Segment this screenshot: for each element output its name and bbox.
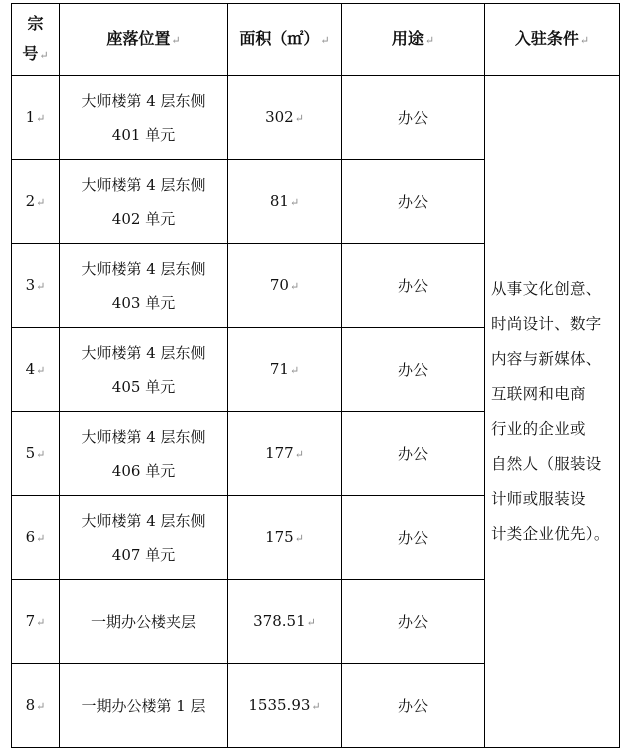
header-area xyxy=(228,4,342,76)
row-location xyxy=(60,76,228,160)
row-location xyxy=(60,160,228,244)
location-line2: 405 单元 xyxy=(111,377,176,396)
row-usage xyxy=(342,496,485,580)
paragraph-mark: ↵ xyxy=(36,279,46,293)
row-no-text: 8 xyxy=(25,695,36,714)
paragraph-mark: ↵ xyxy=(579,33,590,47)
row-usage xyxy=(342,328,485,412)
usage-value: 办公 xyxy=(397,360,428,379)
usage-value: 办公 xyxy=(397,192,428,211)
header-seq-line1: 宗 xyxy=(27,13,44,33)
area-value: 1535.93 xyxy=(248,695,311,714)
row-no xyxy=(12,328,60,412)
header-conditions xyxy=(485,4,620,76)
area-value: 302 xyxy=(265,107,294,126)
row-usage xyxy=(342,412,485,496)
paragraph-mark: ↵ xyxy=(289,363,300,377)
row-location xyxy=(60,244,228,328)
row-area xyxy=(228,76,342,160)
header-area-text: 面积（㎡） xyxy=(239,28,320,48)
paragraph-mark: ↵ xyxy=(171,33,181,47)
paragraph-mark: ↵ xyxy=(294,111,304,125)
usage-value: 办公 xyxy=(397,108,428,127)
row-area xyxy=(228,412,342,496)
row-area xyxy=(228,160,342,244)
conditions-line: 计师或服装设 xyxy=(491,489,586,508)
row-no xyxy=(12,244,60,328)
row-no-text: 1 xyxy=(25,107,36,126)
row-area xyxy=(228,496,342,580)
usage-value: 办公 xyxy=(397,528,428,547)
row-no xyxy=(12,160,60,244)
conditions-text xyxy=(491,272,615,552)
row-location xyxy=(60,328,228,412)
header-usage-text: 用途 xyxy=(391,28,424,48)
paragraph-mark: ↵ xyxy=(36,195,46,209)
row-location xyxy=(60,664,228,748)
header-usage xyxy=(342,4,485,76)
row-area xyxy=(228,328,342,412)
usage-value: 办公 xyxy=(397,444,428,463)
row-location xyxy=(60,496,228,580)
row-usage xyxy=(342,160,485,244)
paragraph-mark: ↵ xyxy=(36,699,46,713)
area-value: 378.51 xyxy=(253,611,306,630)
row-usage xyxy=(342,244,485,328)
usage-value: 办公 xyxy=(397,612,428,631)
location-line2: 406 单元 xyxy=(111,461,176,480)
header-location xyxy=(60,4,228,76)
header-seq-line2: 号 xyxy=(22,43,39,63)
area-value: 70 xyxy=(269,275,289,294)
paragraph-mark: ↵ xyxy=(306,615,316,629)
location-line2: 407 单元 xyxy=(111,545,176,564)
row-no xyxy=(12,664,60,748)
header-conditions-text: 入驻条件 xyxy=(514,28,579,48)
location-line2: 401 单元 xyxy=(111,125,176,144)
row-no-text: 3 xyxy=(25,275,36,294)
location-line1: 大师楼第 4 层东侧 xyxy=(81,259,206,278)
row-no-text: 5 xyxy=(25,443,36,462)
area-value: 71 xyxy=(269,359,289,378)
paragraph-mark: ↵ xyxy=(289,279,300,293)
property-table xyxy=(11,3,620,748)
paragraph-mark: ↵ xyxy=(289,195,300,209)
conditions-cell xyxy=(485,76,620,748)
conditions-line: 从事文化创意、 xyxy=(491,279,602,298)
row-no-text: 6 xyxy=(25,527,36,546)
conditions-line: 行业的企业或 xyxy=(491,419,586,438)
area-value: 175 xyxy=(265,527,294,546)
paragraph-mark: ↵ xyxy=(294,447,304,461)
conditions-line: 时尚设计、数字 xyxy=(491,314,602,333)
row-no xyxy=(12,412,60,496)
usage-value: 办公 xyxy=(397,696,428,715)
location-line2: 403 单元 xyxy=(111,293,176,312)
paragraph-mark: ↵ xyxy=(36,447,46,461)
location-line1: 一期办公楼夹层 xyxy=(90,612,196,631)
row-location xyxy=(60,580,228,664)
row-usage xyxy=(342,664,485,748)
table-header-row xyxy=(12,4,620,76)
location-line1: 一期办公楼第 1 层 xyxy=(81,696,206,715)
conditions-line: 内容与新媒体、 xyxy=(491,349,602,368)
area-value: 81 xyxy=(269,191,289,210)
row-no-text: 4 xyxy=(25,359,36,378)
row-location xyxy=(60,412,228,496)
conditions-line: 自然人（服装设 xyxy=(491,454,602,473)
header-seq xyxy=(12,4,60,76)
header-location-text: 座落位置 xyxy=(106,28,171,48)
paragraph-mark: ↵ xyxy=(294,531,304,545)
location-line1: 大师楼第 4 层东侧 xyxy=(81,427,206,446)
row-usage xyxy=(342,580,485,664)
location-line2: 402 单元 xyxy=(111,209,176,228)
area-value: 177 xyxy=(265,443,294,462)
paragraph-mark: ↵ xyxy=(36,615,46,629)
location-line1: 大师楼第 4 层东侧 xyxy=(81,175,206,194)
paragraph-mark: ↵ xyxy=(39,48,49,62)
row-area xyxy=(228,244,342,328)
row-area xyxy=(228,664,342,748)
row-no xyxy=(12,76,60,160)
paragraph-mark: ↵ xyxy=(424,33,435,47)
location-line1: 大师楼第 4 层东侧 xyxy=(81,511,206,530)
row-area xyxy=(228,580,342,664)
paragraph-mark: ↵ xyxy=(36,363,46,377)
row-usage xyxy=(342,76,485,160)
location-line1: 大师楼第 4 层东侧 xyxy=(81,343,206,362)
row-no xyxy=(12,580,60,664)
usage-value: 办公 xyxy=(397,276,428,295)
row-no-text: 7 xyxy=(25,611,36,630)
row-no-text: 2 xyxy=(25,191,36,210)
location-line1: 大师楼第 4 层东侧 xyxy=(81,91,206,110)
conditions-line: 互联网和电商 xyxy=(491,384,586,403)
table-row xyxy=(12,76,620,160)
paragraph-mark: ↵ xyxy=(36,111,46,125)
paragraph-mark: ↵ xyxy=(36,531,46,545)
paragraph-mark: ↵ xyxy=(311,699,321,713)
row-no xyxy=(12,496,60,580)
paragraph-mark: ↵ xyxy=(320,33,330,47)
conditions-line: 计类企业优先）。 xyxy=(491,524,610,543)
